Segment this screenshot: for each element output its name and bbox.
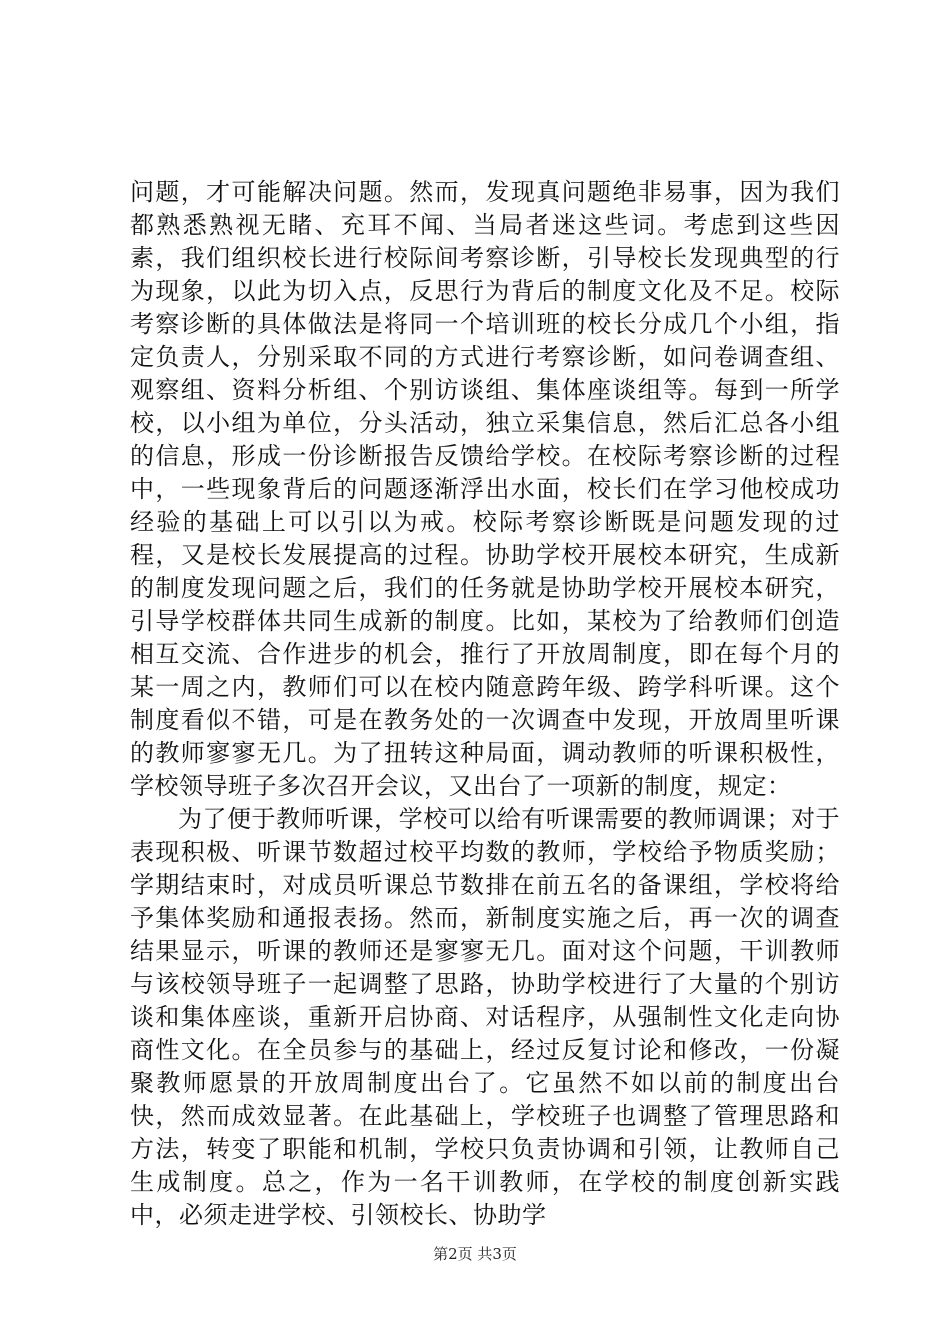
body-text xyxy=(130,176,840,1232)
paragraph-2: 为了便于教师听课，学校可以给有听课需要的教师调课；对于表现积极、听课节数超过校平均数的教师，学校给予物质奖励；学期结束时，对成员听课总节数排在前五名的备课组，学校将给予集体奖励和通报表扬。然而，新制度实施之后，再一次的调查结果显示，听课的教师还是寥寥无几。面对这个问题，干训教师与该校领导班子一起调整了思路，协助学校进行了大量的个别访谈和集体座谈，重新开启协商、对话程序，从强制性文化走向协商性文化。在全员参与的基础上，经过反复讨论和修改，一份凝聚教师愿景的开放周制度出台了。它虽然不如以前的制度出台快，然而成效显著。在此基础上，学校班子也调整了管理思路和方法，转变了职能和机制，学校只负责协调和引领，让教师自己生成制度。总之，作为一名干训教师，在学校的制度创新实践中，必须走进学校、引领校长、协助学 xyxy=(130,805,840,1229)
paragraph-1: 问题，才可能解决问题。然而，发现真问题绝非易事，因为我们都熟悉熟视无睹、充耳不闻、当局者迷这些词。考虑到这些因素，我们组织校长进行校际间考察诊断，引导校长发现典型的行为现象，以此为切入点，反思行为背后的制度文化及不足。校际考察诊断的具体做法是将同一个培训班的校长分成几个小组，指定负责人，分别采取不同的方式进行考察诊断，如问卷调查组、观察组、资料分析组、个别访谈组、集体座谈组等。每到一所学校，以小组为单位，分头活动，独立采集信息，然后汇总各小组的信息，形成一份诊断报告反馈给学校。在校际考察诊断的过程中，一些现象背后的问题逐渐浮出水面，校长们在学习他校成功经验的基础上可以引以为戒。校际考察诊断既是问题发现的过程，又是校长发展提高的过程。协助学校开展校本研究，生成新的制度发现问题之后，我们的任务就是协助学校开展校本研究，引导学校群体共同生成新的制度。比如，某校为了给教师们创造相互交流、合作进步的机会，推行了开放周制度，即在每个月的某一周之内，教师们可以在校内随意跨年级、跨学科听课。这个制度看似不错，可是在教务处的一次调查中发现，开放周里听课的教师寥寥无几。为了扭转这种局面，调动教师的听课积极性，学校领导班子多次召开会议，又出台了一项新的制度，规定： xyxy=(130,178,840,800)
page-footer: 第2页 共3页 xyxy=(433,1245,517,1263)
